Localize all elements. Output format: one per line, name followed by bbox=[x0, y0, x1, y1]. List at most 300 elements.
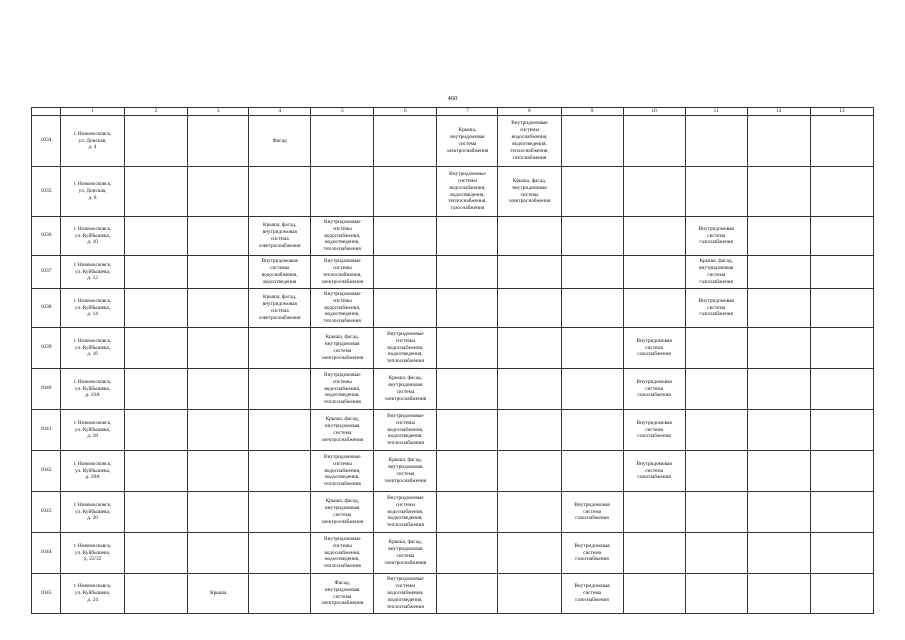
cell-text: водоснабжения, bbox=[511, 134, 548, 141]
cell-text: внутридомовая bbox=[325, 341, 360, 348]
table-row bbox=[32, 289, 874, 328]
address-cell bbox=[61, 492, 125, 533]
work-cell bbox=[747, 369, 810, 410]
cell-text: система bbox=[707, 304, 726, 311]
work-cell bbox=[437, 410, 498, 451]
cell-text: внутридомовая bbox=[388, 546, 423, 553]
cell-text: системы bbox=[395, 501, 415, 508]
work-cell bbox=[747, 116, 810, 167]
row-number: 1037 bbox=[32, 256, 61, 289]
table-row bbox=[32, 574, 874, 614]
row-number: 1044 bbox=[32, 533, 61, 574]
work-cell bbox=[810, 574, 873, 614]
cell-text: система bbox=[520, 191, 539, 198]
cell-text: водоотведения, bbox=[388, 433, 423, 440]
cell-text: теплоснабжения bbox=[323, 246, 361, 253]
work-cell bbox=[747, 167, 810, 217]
row-number: 1043 bbox=[32, 492, 61, 533]
row-number: 1045 bbox=[32, 574, 61, 614]
cell-text: ул. Куйбышева, bbox=[75, 304, 111, 311]
work-cell bbox=[623, 574, 685, 614]
work-cell bbox=[623, 289, 685, 328]
cell-text: газоснабжения bbox=[699, 278, 733, 285]
table-row bbox=[32, 492, 874, 533]
work-cell bbox=[810, 328, 873, 369]
work-cell bbox=[561, 328, 623, 369]
cell-text: электроснабжения bbox=[446, 147, 489, 154]
cell-text: Внутридомовые bbox=[261, 258, 299, 265]
cell-text: Внутридомовая bbox=[636, 419, 672, 426]
table-row bbox=[32, 256, 874, 289]
cell-text: внутридомовая bbox=[450, 134, 485, 141]
work-cell bbox=[311, 256, 374, 289]
cell-text: г. Новомосковск, bbox=[73, 460, 112, 467]
cell-text: Внутридомовая bbox=[574, 542, 610, 549]
cell-text: водоотведения, bbox=[450, 191, 485, 198]
work-cell bbox=[188, 574, 249, 614]
work-cell bbox=[249, 492, 311, 533]
row-number: 1035 bbox=[32, 167, 61, 217]
work-cell bbox=[623, 116, 685, 167]
work-cell bbox=[125, 410, 188, 451]
cell-text: г. Новомосковск, bbox=[73, 297, 112, 304]
header-cell: 11 bbox=[685, 108, 747, 116]
cell-text: электроснабжения bbox=[384, 559, 427, 566]
cell-text: Крыша, фасад, bbox=[388, 457, 423, 464]
work-cell bbox=[561, 289, 623, 328]
work-cell bbox=[311, 369, 374, 410]
cell-text: Внутридомовые bbox=[324, 453, 361, 460]
cell-text: электроснабжения bbox=[321, 600, 364, 607]
cell-text: Внутридомовые bbox=[324, 258, 361, 265]
work-cell bbox=[561, 533, 623, 574]
cell-text: Внутридомовые bbox=[387, 494, 424, 501]
work-cell bbox=[810, 451, 873, 492]
work-cell bbox=[249, 167, 311, 217]
cell-text: внутридомовая bbox=[388, 382, 423, 389]
work-cell bbox=[374, 492, 437, 533]
work-cell bbox=[437, 289, 498, 328]
cell-text: Внутридомовая bbox=[636, 337, 672, 344]
cell-text: д. 16 bbox=[87, 351, 98, 358]
cell-text: д. 18 bbox=[87, 433, 98, 440]
work-cell bbox=[498, 328, 561, 369]
cell-text: д. 14 bbox=[87, 311, 98, 318]
work-cell bbox=[249, 256, 311, 289]
cell-text: электроснабжения bbox=[384, 477, 427, 484]
cell-text: электроснабжения bbox=[321, 518, 364, 525]
row-number: 1034 bbox=[32, 116, 61, 167]
cell-text: газоснабжения bbox=[575, 596, 609, 603]
header-cell: 9 bbox=[561, 108, 623, 116]
cell-text: системы bbox=[332, 297, 352, 304]
work-cell bbox=[188, 289, 249, 328]
work-cell bbox=[188, 217, 249, 256]
header-cell-index bbox=[32, 108, 61, 116]
cell-text: д. 10 bbox=[87, 239, 98, 246]
cell-text: д. 22/32 bbox=[83, 556, 102, 563]
cell-text: система bbox=[333, 348, 352, 354]
cell-text: электроснабжения bbox=[321, 354, 364, 361]
cell-text: газоснабжения bbox=[637, 433, 671, 440]
cell-text: теплоснабжения bbox=[386, 522, 424, 529]
work-cell bbox=[188, 492, 249, 533]
cell-text: водоотведения, bbox=[388, 351, 423, 358]
work-cell bbox=[437, 256, 498, 289]
work-cell bbox=[747, 533, 810, 574]
cell-text: внутридомовая bbox=[388, 464, 423, 471]
work-cell bbox=[249, 217, 311, 256]
work-cell bbox=[685, 574, 747, 614]
cell-text: Внутридомовые bbox=[387, 330, 424, 337]
cell-text: водоснабжения, bbox=[324, 304, 361, 311]
work-cell bbox=[249, 328, 311, 369]
address-cell bbox=[61, 369, 125, 410]
cell-text: г. Новомосковск, bbox=[73, 261, 112, 268]
work-cell bbox=[623, 217, 685, 256]
work-cell bbox=[374, 167, 437, 217]
cell-text: система bbox=[707, 272, 726, 278]
row-number: 1036 bbox=[32, 217, 61, 256]
work-cell bbox=[125, 256, 188, 289]
cell-text: система bbox=[333, 512, 352, 518]
work-cell bbox=[747, 289, 810, 328]
cell-text: ул. Куйбышева, bbox=[75, 467, 111, 474]
table-row bbox=[32, 167, 874, 217]
work-cell bbox=[311, 289, 374, 328]
cell-text: водоснабжения, bbox=[261, 272, 298, 278]
cell-text: г. Новомосковск, bbox=[73, 419, 112, 426]
cell-text: ул. Куйбышева, bbox=[75, 232, 111, 239]
cell-text: газоснабжения bbox=[699, 311, 733, 318]
cell-text: Внутридомовая bbox=[698, 297, 734, 304]
cell-text: ул. Куйбышева, bbox=[75, 508, 111, 515]
table-body bbox=[32, 116, 874, 614]
cell-text: Крыша, фасад, bbox=[388, 375, 423, 382]
cell-text: электроснабжения bbox=[321, 278, 364, 285]
table-row bbox=[32, 369, 874, 410]
header-cell: 3 bbox=[188, 108, 249, 116]
cell-text: система bbox=[396, 553, 415, 559]
table-row bbox=[32, 116, 874, 167]
works-schedule-table bbox=[31, 107, 874, 614]
work-cell bbox=[498, 256, 561, 289]
table-row bbox=[32, 410, 874, 451]
cell-text: Крыша, фасад, bbox=[263, 222, 297, 229]
cell-text: водоотведения bbox=[263, 278, 297, 285]
cell-text: водоснабжения, bbox=[387, 508, 424, 515]
work-cell bbox=[685, 289, 747, 328]
cell-text: внутридомовая bbox=[325, 423, 360, 430]
work-cell bbox=[311, 217, 374, 256]
cell-text: Внутридомовая bbox=[698, 225, 734, 232]
work-cell bbox=[498, 116, 561, 167]
work-cell bbox=[623, 256, 685, 289]
table-row bbox=[32, 533, 874, 574]
cell-text: Крыша, фасад, bbox=[263, 294, 297, 301]
cell-text: внутридомовая bbox=[262, 301, 297, 308]
cell-text: система bbox=[583, 590, 601, 596]
work-cell bbox=[685, 116, 747, 167]
cell-text: ул. Куйбышева, bbox=[75, 590, 111, 596]
work-cell bbox=[561, 116, 623, 167]
work-cell bbox=[437, 217, 498, 256]
cell-text: система bbox=[583, 508, 601, 515]
work-cell bbox=[437, 167, 498, 217]
cell-text: электроснабжения bbox=[258, 242, 301, 249]
work-cell bbox=[125, 533, 188, 574]
cell-text: Крыша, фасад, bbox=[699, 258, 733, 265]
work-cell bbox=[374, 289, 437, 328]
work-cell bbox=[188, 256, 249, 289]
work-cell bbox=[498, 289, 561, 328]
work-cell bbox=[685, 328, 747, 369]
cell-text: Крыша, фасад, bbox=[512, 177, 547, 184]
cell-text: д. 12 bbox=[87, 275, 98, 282]
work-cell bbox=[125, 574, 188, 614]
cell-text: Крыша, фасад, bbox=[325, 498, 359, 505]
cell-text: водоотведения, bbox=[325, 239, 360, 246]
address-cell bbox=[61, 289, 125, 328]
work-cell bbox=[188, 369, 249, 410]
cell-text: теплоснабжения bbox=[386, 358, 424, 365]
work-cell bbox=[810, 217, 873, 256]
cell-text: г. Новомосковск, bbox=[73, 130, 112, 137]
work-cell bbox=[623, 410, 685, 451]
work-cell bbox=[623, 533, 685, 574]
cell-text: система bbox=[645, 467, 664, 474]
work-cell bbox=[561, 451, 623, 492]
cell-text: система bbox=[645, 344, 664, 351]
work-cell bbox=[437, 574, 498, 614]
work-cell bbox=[747, 451, 810, 492]
work-cell bbox=[685, 533, 747, 574]
work-cell bbox=[249, 116, 311, 167]
cell-text: водоснабжения, bbox=[449, 184, 486, 191]
cell-text: системы bbox=[332, 460, 352, 467]
cell-text: водоснабжения, bbox=[387, 426, 424, 433]
cell-text: теплоснабжения, bbox=[510, 147, 549, 154]
cell-text: теплоснабжения, bbox=[323, 272, 362, 278]
cell-text: Внутридомовые bbox=[324, 290, 361, 297]
work-cell bbox=[125, 289, 188, 328]
cell-text: Внутридомовая bbox=[574, 501, 610, 508]
work-cell bbox=[249, 451, 311, 492]
work-cell bbox=[810, 369, 873, 410]
cell-text: системы bbox=[332, 542, 352, 549]
page-number: 460 bbox=[447, 95, 458, 102]
work-cell bbox=[437, 533, 498, 574]
work-cell bbox=[747, 328, 810, 369]
cell-text: теплоснабжения bbox=[323, 563, 361, 570]
cell-text: д. 18А bbox=[85, 474, 100, 481]
work-cell bbox=[311, 533, 374, 574]
work-cell bbox=[311, 410, 374, 451]
cell-text: г. Новомосковск, bbox=[73, 583, 112, 590]
header-cell: 5 bbox=[311, 108, 374, 116]
work-cell bbox=[623, 492, 685, 533]
cell-text: теплоснабжения bbox=[323, 481, 361, 488]
row-number: 1040 bbox=[32, 369, 61, 410]
work-cell bbox=[374, 369, 437, 410]
header-cell: 7 bbox=[437, 108, 498, 116]
cell-text: система bbox=[333, 593, 352, 600]
cell-text: система bbox=[333, 430, 352, 436]
cell-text: водоотведения, bbox=[512, 141, 547, 147]
cell-text: Внутридомовая bbox=[636, 378, 672, 385]
work-cell bbox=[437, 369, 498, 410]
work-cell bbox=[249, 289, 311, 328]
cell-text: водоотведения, bbox=[325, 556, 360, 563]
cell-text: внутридомовая bbox=[325, 586, 360, 593]
work-cell bbox=[249, 369, 311, 410]
work-cell bbox=[374, 451, 437, 492]
work-cell bbox=[188, 116, 249, 167]
work-cell bbox=[125, 369, 188, 410]
work-cell bbox=[747, 492, 810, 533]
work-cell bbox=[561, 369, 623, 410]
cell-text: водоснабжения, bbox=[324, 232, 361, 239]
cell-text: д. 20 bbox=[87, 515, 98, 522]
cell-text: г. Новомосковск, bbox=[73, 542, 112, 549]
cell-text: внутридомовая bbox=[325, 505, 360, 512]
cell-text: теплоснабжения bbox=[323, 318, 361, 325]
work-cell bbox=[561, 256, 623, 289]
work-cell bbox=[125, 116, 188, 167]
cell-text: г. Новомосковск, bbox=[73, 181, 112, 188]
work-cell bbox=[374, 574, 437, 614]
address-cell bbox=[61, 410, 125, 451]
cell-text: системы bbox=[395, 583, 415, 590]
work-cell bbox=[685, 492, 747, 533]
cell-text: теплоснабжения bbox=[386, 440, 424, 447]
header-cell: 8 bbox=[498, 108, 561, 116]
cell-text: системы bbox=[395, 337, 415, 344]
cell-text: водоснабжения, bbox=[324, 467, 361, 474]
table-row bbox=[32, 451, 874, 492]
work-cell bbox=[498, 410, 561, 451]
cell-text: Внутридомовые bbox=[324, 218, 361, 225]
work-cell bbox=[810, 410, 873, 451]
cell-text: водоотведения, bbox=[325, 474, 360, 481]
work-cell bbox=[623, 167, 685, 217]
header-row bbox=[32, 108, 874, 116]
cell-text: водоснабжения, bbox=[324, 549, 361, 556]
cell-text: системы bbox=[395, 419, 415, 426]
cell-text: теплоснабжения bbox=[323, 399, 361, 406]
cell-text: водоотведения, bbox=[388, 515, 423, 522]
work-cell bbox=[374, 328, 437, 369]
work-cell bbox=[188, 167, 249, 217]
cell-text: системы bbox=[332, 265, 352, 272]
work-cell bbox=[311, 451, 374, 492]
cell-text: Фасад, bbox=[334, 579, 350, 586]
work-cell bbox=[498, 492, 561, 533]
cell-text: г. Новомосковск, bbox=[73, 378, 112, 385]
work-cell bbox=[685, 167, 747, 217]
work-cell bbox=[747, 217, 810, 256]
cell-text: водоснабжения, bbox=[387, 344, 424, 351]
work-cell bbox=[747, 574, 810, 614]
cell-text: ул. Куйбышева, bbox=[75, 268, 111, 275]
cell-text: внутридомовая bbox=[512, 184, 547, 191]
cell-text: д. 4 bbox=[88, 144, 97, 151]
work-cell bbox=[374, 217, 437, 256]
cell-text: Внутридомовые bbox=[324, 535, 361, 542]
cell-text: водоотведения, bbox=[325, 392, 360, 399]
work-cell bbox=[437, 328, 498, 369]
cell-text: система bbox=[270, 236, 289, 242]
work-cell bbox=[747, 410, 810, 451]
address-cell bbox=[61, 256, 125, 289]
work-cell bbox=[561, 410, 623, 451]
work-cell bbox=[498, 217, 561, 256]
cell-text: Внутридомовые bbox=[324, 371, 361, 378]
work-cell bbox=[498, 574, 561, 614]
cell-text: ул. Куйбышева, bbox=[75, 344, 111, 351]
cell-text: г. Новомосковск, bbox=[73, 337, 112, 344]
address-cell bbox=[61, 167, 125, 217]
cell-text: системы bbox=[332, 378, 352, 385]
work-cell bbox=[437, 451, 498, 492]
cell-text: внутридомовая bbox=[262, 229, 297, 236]
cell-text: ул. Куйбышева, bbox=[75, 549, 111, 556]
cell-text: Крыша, фасад, bbox=[325, 416, 359, 423]
cell-text: газоснабжения bbox=[637, 392, 671, 399]
cell-text: система bbox=[458, 141, 477, 147]
work-cell bbox=[747, 256, 810, 289]
table-header bbox=[32, 108, 874, 116]
row-number: 1039 bbox=[32, 328, 61, 369]
address-cell bbox=[61, 451, 125, 492]
cell-text: Фасад bbox=[272, 137, 287, 144]
work-cell bbox=[437, 116, 498, 167]
cell-text: д. 16А bbox=[85, 392, 100, 399]
row-number: 1041 bbox=[32, 410, 61, 451]
cell-text: система bbox=[645, 385, 664, 392]
work-cell bbox=[561, 492, 623, 533]
work-cell bbox=[188, 410, 249, 451]
cell-text: водоотведения, bbox=[388, 596, 423, 603]
work-cell bbox=[311, 116, 374, 167]
work-cell bbox=[623, 451, 685, 492]
cell-text: электроснабжения bbox=[508, 198, 551, 205]
work-cell bbox=[374, 533, 437, 574]
cell-text: газоснабжения bbox=[512, 154, 547, 161]
work-cell bbox=[125, 451, 188, 492]
cell-text: система bbox=[396, 471, 415, 477]
cell-text: Крыша, bbox=[458, 127, 477, 134]
work-cell bbox=[685, 256, 747, 289]
cell-text: ул. Куйбышева, bbox=[75, 385, 111, 392]
work-cell bbox=[685, 451, 747, 492]
cell-text: газоснабжения bbox=[450, 205, 485, 212]
cell-text: система bbox=[396, 389, 415, 395]
cell-text: газоснабжения bbox=[575, 515, 609, 522]
work-cell bbox=[685, 217, 747, 256]
row-number: 1038 bbox=[32, 289, 61, 328]
header-cell: 1 bbox=[61, 108, 125, 116]
cell-text: Внутридомовые bbox=[387, 576, 424, 583]
cell-text: электроснабжения bbox=[321, 436, 364, 443]
work-cell bbox=[498, 369, 561, 410]
work-cell bbox=[810, 289, 873, 328]
work-cell bbox=[498, 533, 561, 574]
header-cell: 6 bbox=[374, 108, 437, 116]
work-cell bbox=[311, 492, 374, 533]
work-cell bbox=[561, 217, 623, 256]
cell-text: водоотведения, bbox=[325, 311, 360, 318]
